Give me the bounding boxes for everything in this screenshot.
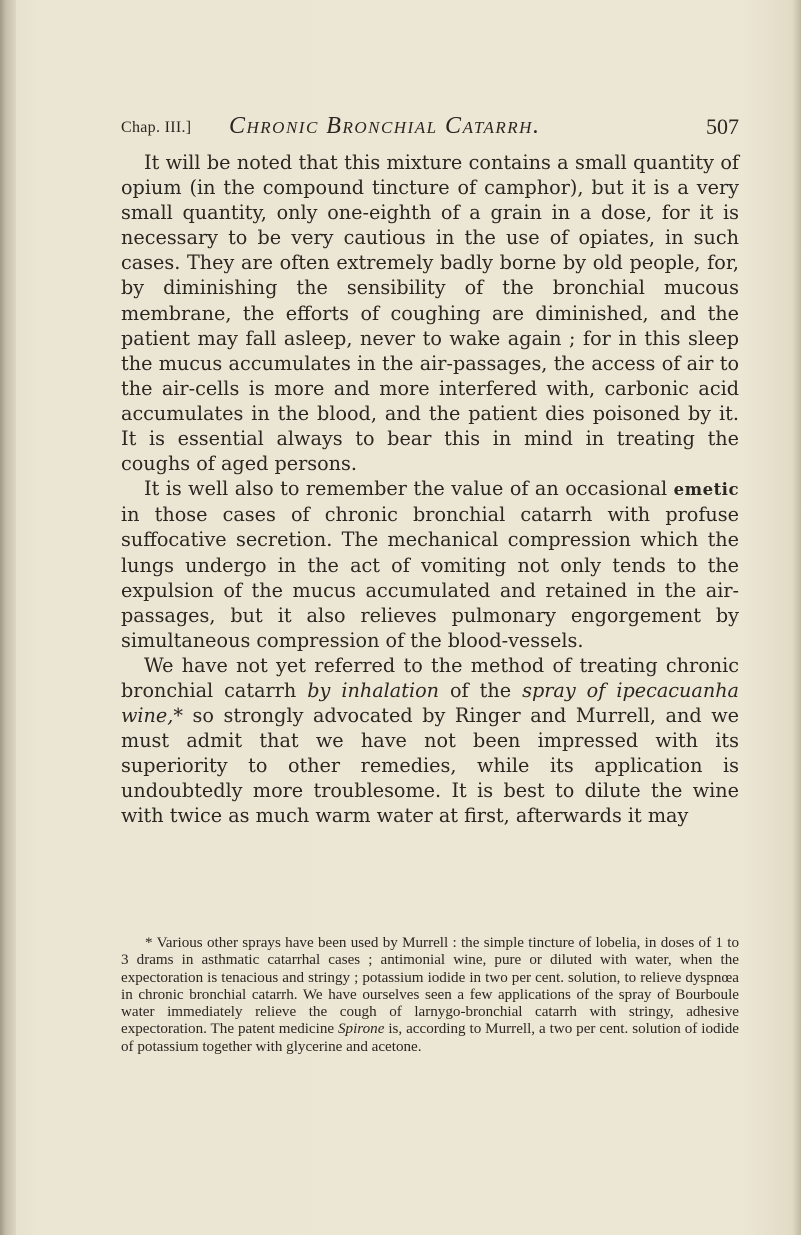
emphasis-italic: spray of ipecacuanha wine, (121, 678, 739, 728)
running-title: Chronic Bronchial Catarrh. (229, 113, 541, 139)
paragraph-text: * so strongly advocated by Ringer and Murrell, and we must admit that we have not been impressed with its superiority to other remedies, while its application is undoubtedly more troublesome. It is best to dilute the wine with twice as much warm water at first, afterwards it may (121, 704, 739, 828)
paragraph (121, 476, 739, 653)
footnote-segment: is, according to Murrell, a two per cent. solution of iodide of potassium together with glycerine and acetone. (121, 1021, 739, 1055)
page-edge (793, 0, 801, 1235)
page-number: 507 (706, 114, 739, 139)
body-text (121, 150, 739, 829)
footnote (121, 935, 739, 1056)
paragraph-text: It is well also to remember the value of an occasional (144, 477, 674, 501)
paragraph-text: It will be noted that this mixture contains a small quantity of opium (in the compound tincture of camphor), but it is a very small quantity, only one-eighth of a grain in a dose, for it is necessary to be very cautious in the use of opiates, in such cases. They are often extremely badly borne by old people, for, by diminishing the sensibility of the bronchial mucous membrane, the efforts of coughing are diminished, and the patient may fall asleep, never to wake again ; for in this sleep the mucus accumulates in the air-passages, the access of air to the air-cells is more and more interfered with, carbonic acid accumulates in the blood, and the patient dies poisoned by it. It is essential always to bear this in mind in treating the coughs of aged persons. (121, 151, 739, 476)
emphasis-bold: emetic (673, 480, 739, 500)
footnote-segment: * Various other sprays have been used by Murrell : the simple tincture of lobelia, in doses of 1 to 3 drams in asthmatic catarrhal cases ; antimonial wine, pure or diluted with water, when the expectoration is tenacious and stringy ; potassium iodide in two per cent. solution, to relieve dyspnœa in chronic bronchial catarrh. We have ourselves seen a few applications of the spray of Bourboule water immediately relieve the cough of larnygo-bronchial catarrh with stringy, adhesive expectoration. The patent medicine (121, 935, 739, 1038)
page-gutter (0, 0, 16, 1235)
emphasis-italic: by inhalation (307, 678, 439, 702)
paragraph (121, 150, 739, 476)
page-header (121, 113, 741, 143)
paragraph-text: of the (439, 678, 523, 702)
paragraph-text: We have not yet referred to the method of treating chronic bronchial catarrh (121, 653, 739, 702)
paragraph (121, 653, 739, 829)
footnote-text (121, 935, 739, 1056)
paragraph-text: in those cases of chronic bronchial catarrh with profuse suffocative secretion. The mechanical compression which the lungs undergo in the act of vomiting not only tends to the expulsion of the mucus accumulated and retained in the air-passages, but it also relieves pulmonary engorgement by simultaneous compression of the blood-vessels. (121, 503, 739, 652)
emphasis-italic: Spirone (338, 1021, 385, 1038)
chapter-label: Chap. III.] (121, 119, 192, 136)
